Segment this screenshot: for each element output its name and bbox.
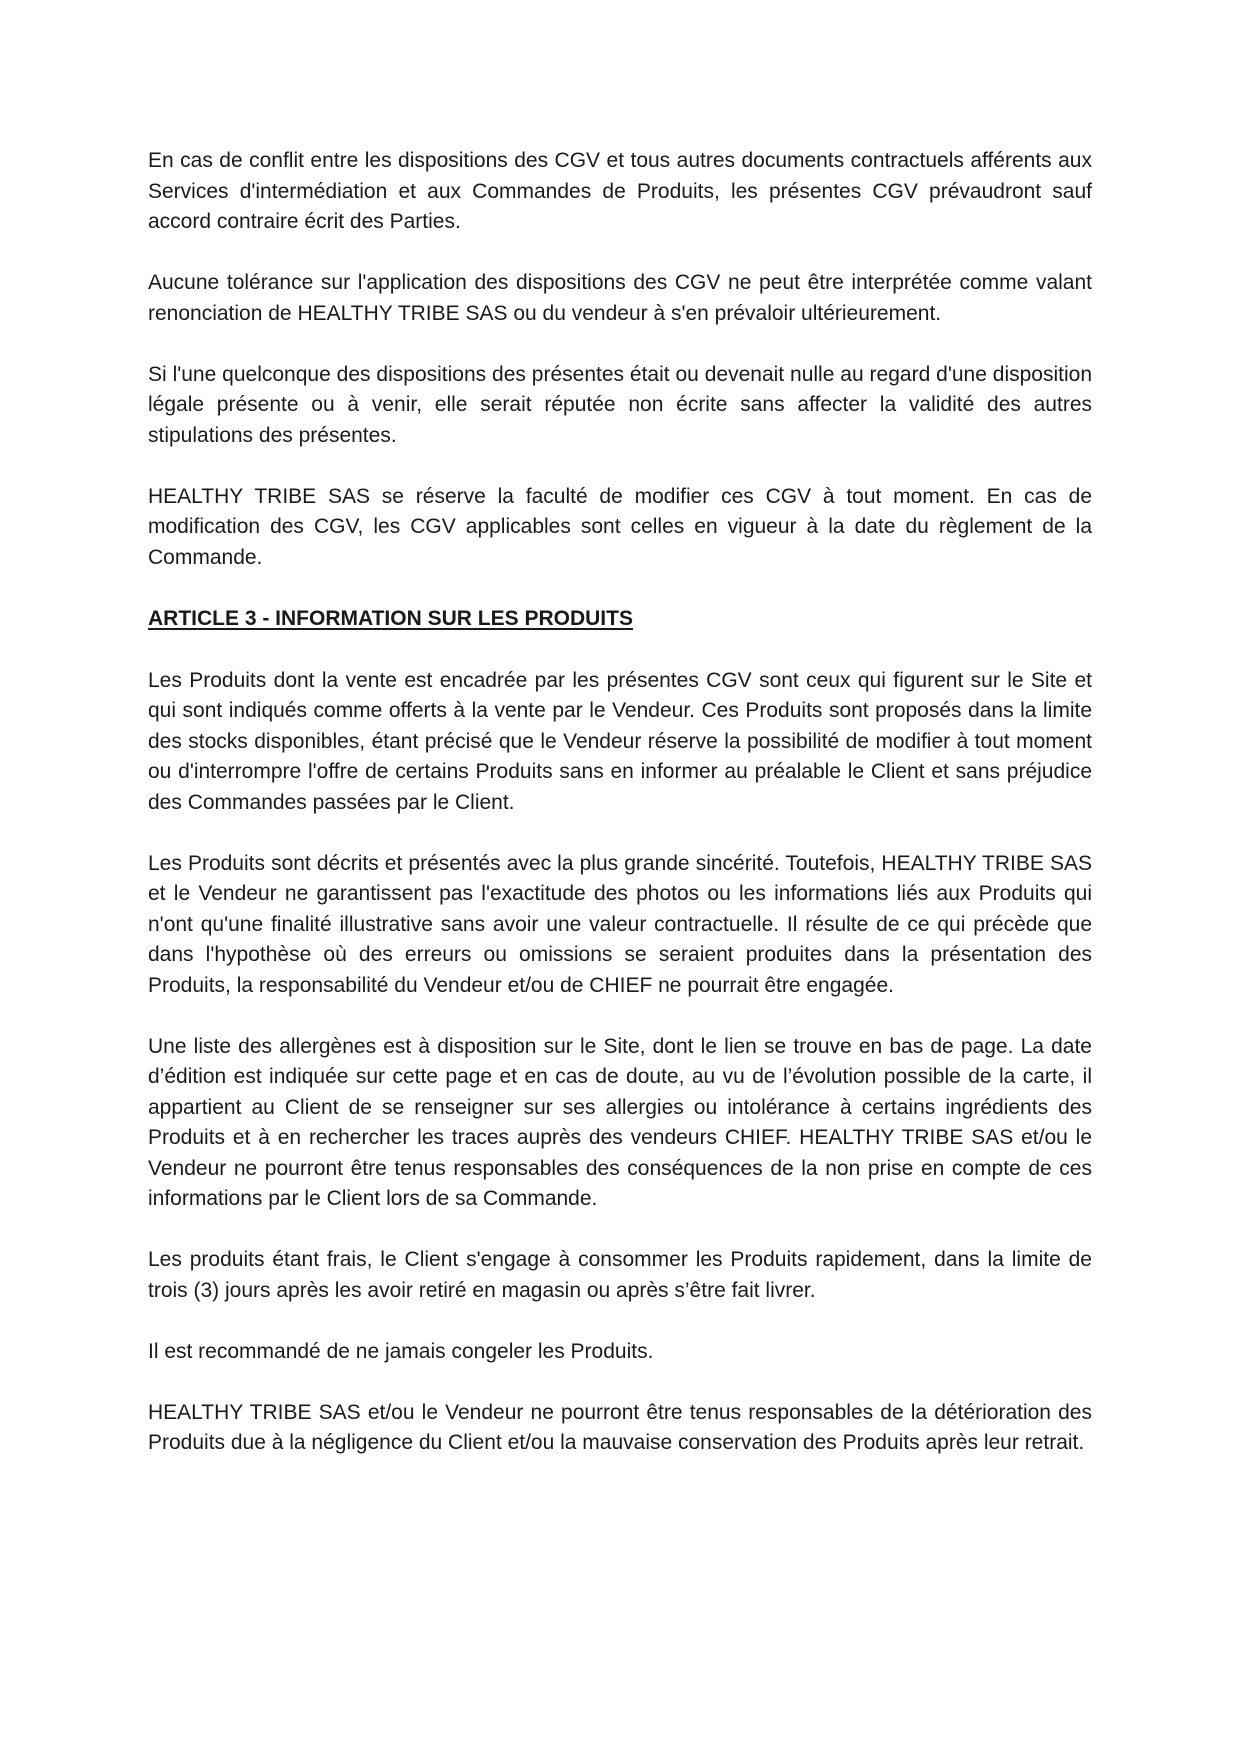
article-3-heading: ARTICLE 3 - INFORMATION SUR LES PRODUITS (148, 607, 633, 630)
paragraph-modification-clause: HEALTHY TRIBE SAS se réserve la faculté de modifier ces CGV à tout moment. En cas de modification des CGV, les CGV applicables sont celles en vigueur à la date du règlement de la Commande. (148, 484, 1092, 569)
paragraph-products-offer: Les Produits dont la vente est encadrée par les présentes CGV sont ceux qui figurent sur le Site et qui sont indiqués comme offerts à la vente par le Vendeur. Ces Produits sont proposés dans la limite des stocks disponibles, étant précisé que le Vendeur réserve la possibilité de modifier à tout moment ou d'interrompre l'offre de certains Produits sans en informer au préalable le Client et sans préjudice des Commandes passées par le Client. (148, 668, 1092, 814)
paragraph-products-description: Les Produits sont décrits et présentés avec la plus grande sincérité. Toutefois, HEALTHY TRIBE SAS et le Vendeur ne garantissent pas l'exactitude des photos ou les informations liés aux Produits qui n'ont qu'une finalité illustrative sans avoir une valeur contractuelle. Il résulte de ce qui précède que dans l'hypothèse où des erreurs ou omissions se seraient produites dans la présentation des Produits, la responsabilité du Vendeur et/ou de CHIEF ne pourrait être engagée. (148, 851, 1092, 997)
document-body (148, 146, 1092, 1489)
paragraph-freezing: Il est recommandé de ne jamais congeler les Produits. (148, 1339, 654, 1363)
paragraph-deterioration: HEALTHY TRIBE SAS et/ou le Vendeur ne pourront être tenus responsables de la détérioration des Produits due à la négligence du Client et/ou la mauvaise conservation des Produits après leur retrait. (148, 1400, 1092, 1454)
paragraph-nullity-clause: Si l'une quelconque des dispositions des présentes était ou devenait nulle au regard d'une disposition légale présente ou à venir, elle serait réputée non écrite sans affecter la validité des autres stipulations des présentes. (148, 362, 1092, 447)
paragraph-allergens: Une liste des allergènes est à disposition sur le Site, dont le lien se trouve en bas de page. La date d’édition est indiquée sur cette page et en cas de doute, au vu de l’évolution possible de la carte, il appartient au Client de se renseigner sur ses allergies ou intolérance à certains ingrédients des Produits et à en rechercher les traces auprès des vendeurs CHIEF. HEALTHY TRIBE SAS et/ou le Vendeur ne pourront être tenus responsables des conséquences de la non prise en compte de ces informations par le Client lors de sa Commande. (148, 1034, 1092, 1210)
paragraph-tolerance-clause: Aucune tolérance sur l'application des dispositions des CGV ne peut être interprétée comme valant renonciation de HEALTHY TRIBE SAS ou du vendeur à s'en prévaloir ultérieurement. (148, 271, 1092, 325)
paragraph-fresh-products: Les produits étant frais, le Client s'engage à consommer les Produits rapidement, dans la limite de trois (3) jours après les avoir retiré en magasin ou après s’être fait livrer. (148, 1248, 1092, 1302)
paragraph-conflict-clause: En cas de conflit entre les dispositions des CGV et tous autres documents contractuels afférents aux Services d'intermédiation et aux Commandes de Produits, les présentes CGV prévaudront sauf accord contraire écrit des Parties. (148, 149, 1092, 233)
